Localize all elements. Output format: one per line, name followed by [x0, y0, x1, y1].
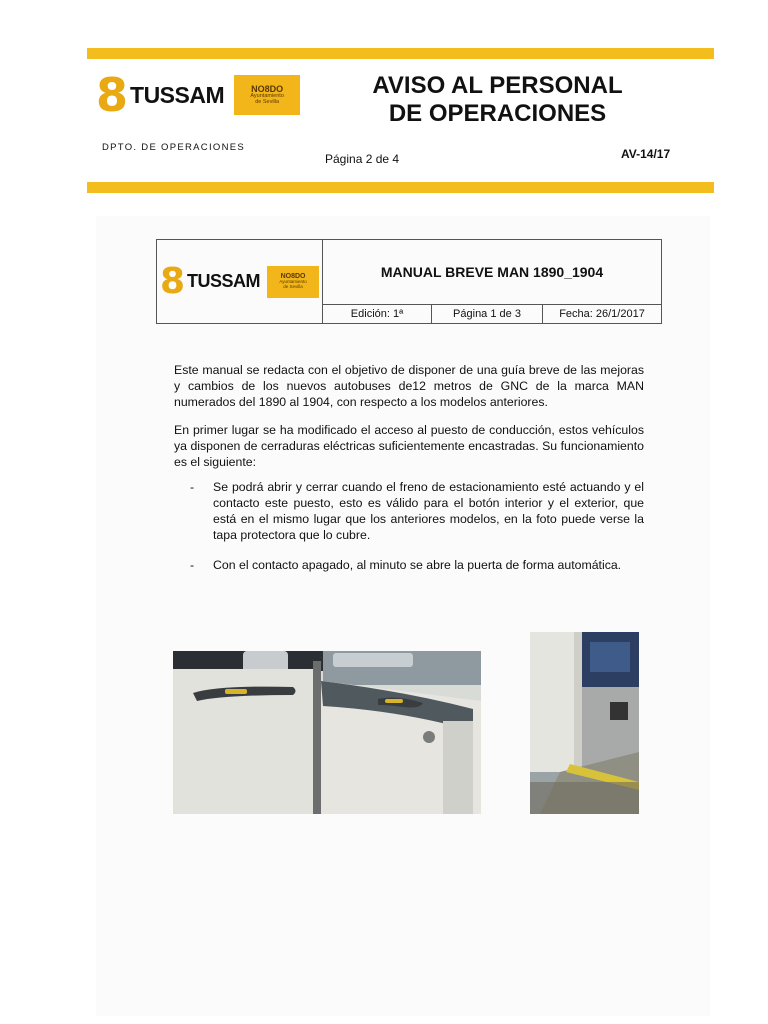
header-bottom-bar [87, 182, 714, 193]
manual-page: Página 1 de 3 [432, 305, 543, 324]
manual-edition: Edición: 1ª [323, 305, 432, 324]
notice-title-line1: AVISO AL PERSONAL [372, 72, 623, 99]
list-item-text: Se podrá abrir y cerrar cuando el freno de estacionamiento esté actuando y el contacto este puesto, esto es válido para el botón interior y el exterior, que está en el mismo lugar que los anteriores modelos, en la foto puede verse la tapa protectora que lo cubre. [213, 480, 644, 542]
bullet-dash: - [190, 480, 195, 494]
tussam-logo [96, 68, 300, 122]
door-lock-photo-image [173, 651, 481, 814]
door-step-photo [530, 632, 639, 814]
notice-title-line2: DE OPERACIONES [388, 99, 607, 127]
door-lock-photo [173, 651, 481, 814]
tussam-wordmark: TUSSAM [130, 81, 225, 108]
department-label: DPTO. DE OPERACIONES [102, 142, 246, 153]
access-paragraph: En primer lugar se ha modificado el acceso al puesto de conducción, estos vehículos ya disponen de cerraduras eléctricas suficientemente encastradas. Su funcionamiento es el siguiente: [174, 423, 644, 469]
notice-title [340, 72, 655, 127]
tussam-eight-icon: 8 [159, 260, 186, 302]
manual-date: Fecha: 26/1/2017 [543, 305, 662, 324]
intro-paragraph: Este manual se redacta con el objetivo de disponer de una guía breve de las mejoras y cambios de los nuevos autobuses de12 metros de GNC de la marca MAN numerados del 1890 al 1904, con respecto a los modelos anteriores. [174, 363, 644, 409]
list-item [190, 479, 644, 543]
list-item [190, 557, 644, 573]
manual-tussam-logo [157, 260, 322, 302]
instruction-list [190, 479, 644, 587]
page-number: Página 2 de 4 [325, 152, 400, 166]
header-top-bar [87, 48, 714, 59]
tussam-wordmark: TUSSAM [187, 271, 261, 291]
scanned-page-background [96, 216, 710, 1016]
door-step-photo-image [530, 632, 639, 814]
list-item-text: Con el contacto apagado, al minuto se abre la puerta de forma automática. [213, 558, 622, 572]
bullet-dash: - [190, 558, 195, 572]
tussam-eight-icon: 8 [96, 68, 129, 122]
manual-title: MANUAL BREVE MAN 1890_1904 [323, 240, 662, 305]
document-code: AV-14/17 [621, 147, 671, 161]
sevilla-seal-logo: NO8DO Ayuntamiento de Sevilla [234, 75, 300, 115]
sevilla-seal-logo: NO8DO Ayuntamiento de Sevilla [267, 266, 319, 298]
manual-logo-cell [157, 240, 323, 324]
manual-header-table [156, 239, 662, 324]
